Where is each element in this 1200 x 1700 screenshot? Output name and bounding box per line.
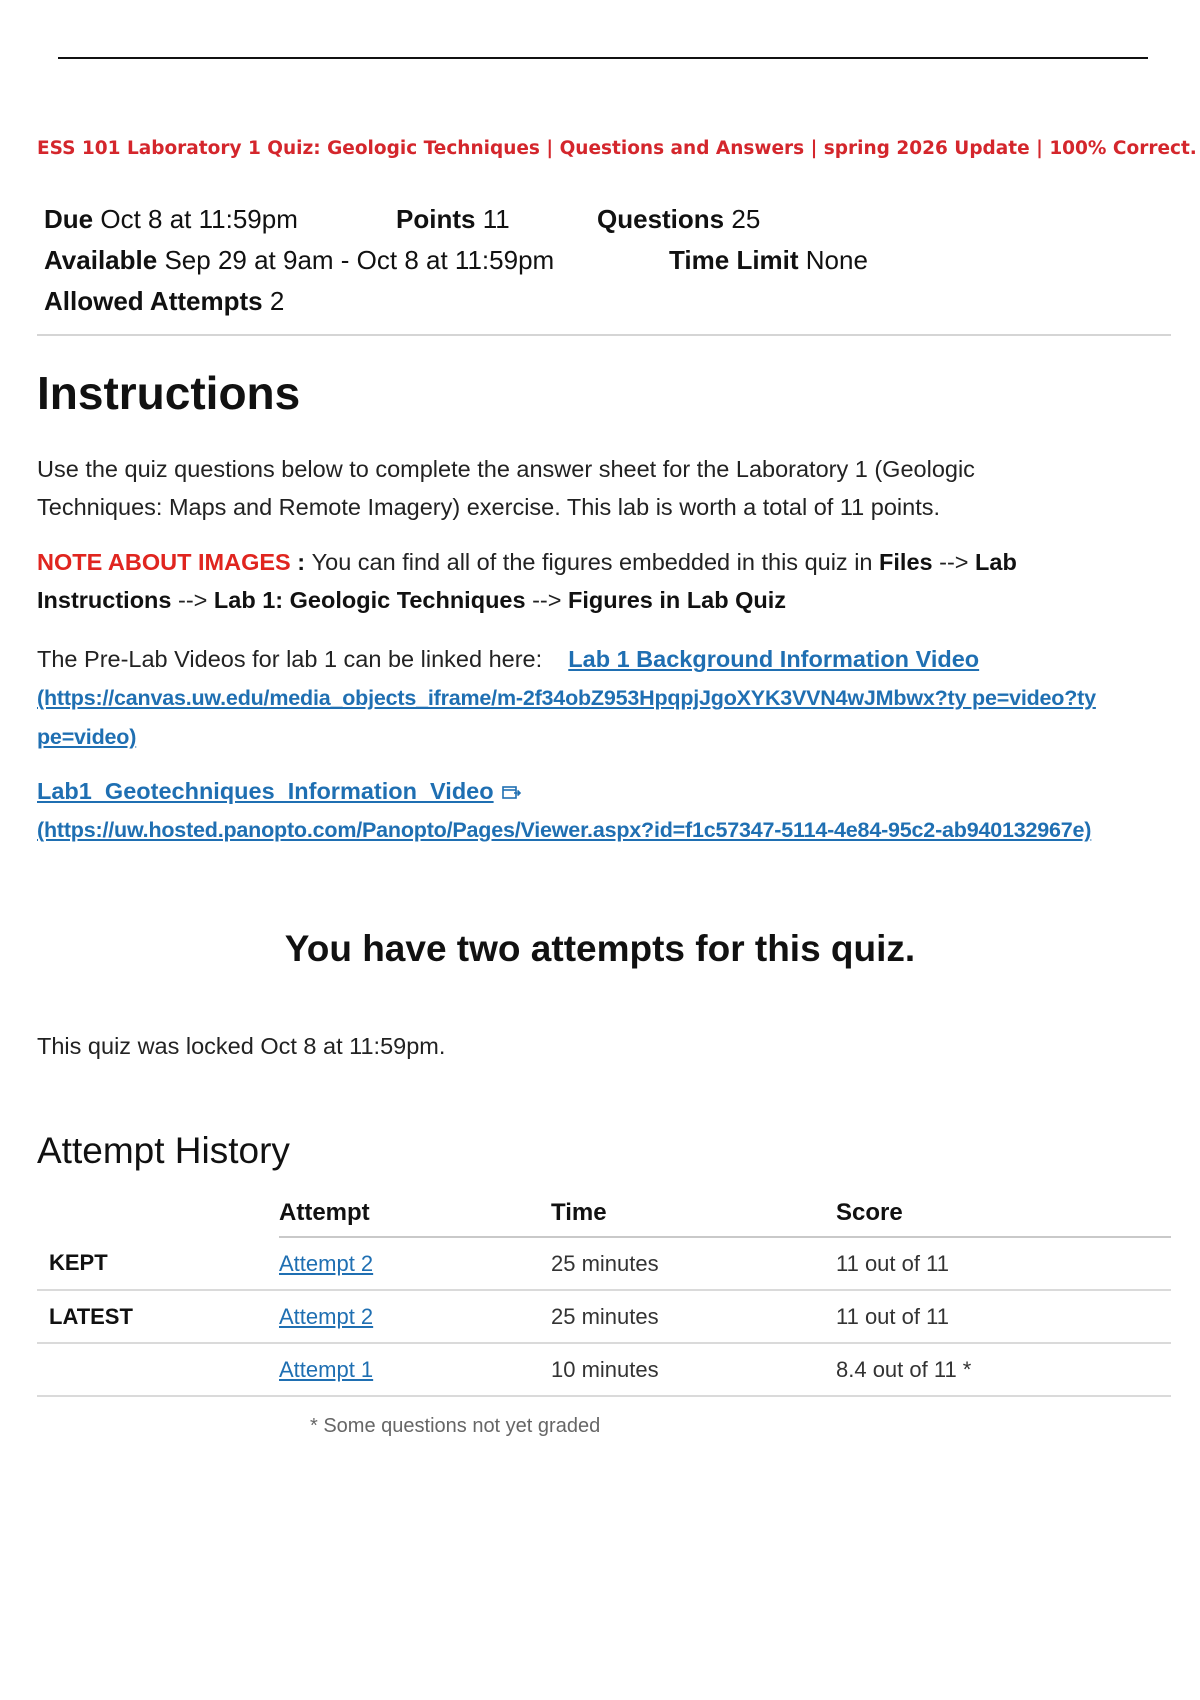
meta-available xyxy=(44,245,554,276)
attempt-link[interactable]: Attempt 1 xyxy=(279,1356,374,1382)
row-status-label: LATEST xyxy=(37,1290,279,1343)
table-row xyxy=(37,1237,1171,1290)
attempt-score: 11 out of 11 xyxy=(836,1237,1171,1290)
note-label: NOTE ABOUT IMAGES xyxy=(37,549,291,575)
available-label: Available xyxy=(44,245,158,275)
meta-questions xyxy=(597,204,760,235)
geotechniques-video-url-link[interactable]: (https://uw.hosted.panopto.com/Panopto/Pages/Viewer.aspx?id=f1c57347-5114-4e84-95c2-ab940132967e) xyxy=(37,818,1092,842)
time-limit-value: None xyxy=(805,245,868,275)
instructions-intro: Use the quiz questions below to complete the answer sheet for the Laboratory 1 (Geologic Techniques: Maps and Remote Imagery) exercise. This lab is worth a total of 11 points. xyxy=(37,456,975,520)
meta-time-limit xyxy=(669,245,868,276)
geotechniques-paragraph xyxy=(37,772,1171,849)
table-row xyxy=(37,1343,1171,1396)
questions-label: Questions xyxy=(597,204,725,234)
available-value: Sep 29 at 9am - Oct 8 at 11:59pm xyxy=(164,245,555,275)
attempt-time: 25 minutes xyxy=(551,1237,836,1290)
attempt-time: 25 minutes xyxy=(551,1290,836,1343)
column-header-attempt: Attempt xyxy=(279,1190,551,1237)
table-row xyxy=(37,1290,1171,1343)
meta-points xyxy=(396,204,510,235)
time-limit-label: Time Limit xyxy=(669,245,799,275)
allowed-attempts-value: 2 xyxy=(269,286,285,316)
due-value: Oct 8 at 11:59pm xyxy=(100,204,298,234)
top-rule xyxy=(58,57,1148,59)
column-header-time: Time xyxy=(551,1190,836,1237)
note-path-figures: Figures in Lab Quiz xyxy=(568,587,787,613)
row-status-label xyxy=(37,1343,279,1396)
note-text: You can find all of the figures embedded in this quiz in xyxy=(311,549,880,575)
attempt-score: 11 out of 11 xyxy=(836,1290,1171,1343)
points-label: Points xyxy=(396,204,476,234)
meta-divider xyxy=(37,334,1171,336)
attempt-time: 10 minutes xyxy=(551,1343,836,1396)
instructions-heading: Instructions xyxy=(37,367,301,419)
prelab-text: The Pre-Lab Videos for lab 1 can be linked here: xyxy=(37,646,543,672)
attempt-history-heading: Attempt History xyxy=(37,1130,290,1171)
grading-footnote: * Some questions not yet graded xyxy=(310,1415,601,1437)
attempt-link[interactable]: Attempt 2 xyxy=(279,1303,374,1329)
column-header-label xyxy=(37,1190,279,1237)
geotechniques-video-link[interactable]: Lab1_Geotechniques_Information_Video xyxy=(37,778,494,804)
attempts-notice: You have two attempts for this quiz. xyxy=(284,928,916,969)
table-header-row xyxy=(37,1190,1171,1237)
note-arrow: --> xyxy=(525,587,568,613)
meta-allowed-attempts xyxy=(44,286,284,317)
row-status-label: KEPT xyxy=(37,1237,279,1290)
attempt-score: 8.4 out of 11 * xyxy=(836,1343,1171,1396)
note-colon: : xyxy=(290,549,312,575)
note-path-lab-instructions: Lab Instructions xyxy=(37,549,1017,613)
questions-value: 25 xyxy=(731,204,761,234)
note-arrow: --> xyxy=(932,549,976,575)
quiz-locked-text: This quiz was locked Oct 8 at 11:59pm. xyxy=(37,1033,446,1059)
meta-due xyxy=(44,204,298,235)
document-title: ESS 101 Laboratory 1 Quiz: Geologic Techniques | Questions and Answers | spring 2026 Update | 100% Correct. xyxy=(37,138,1197,159)
note-path-files: Files xyxy=(879,549,933,575)
attempt-link[interactable]: Attempt 2 xyxy=(279,1250,374,1276)
background-video-url-link[interactable]: (https://canvas.uw.edu/media_objects_iframe/m-2f34obZ953HpqpjJgoXYK3VVN4wJMbwx?ty pe=video?ty pe=video) xyxy=(37,686,1096,749)
note-path-lab-1: Lab 1: Geologic Techniques xyxy=(213,587,526,613)
points-value: 11 xyxy=(482,204,510,234)
prelab-paragraph xyxy=(37,640,1171,756)
column-header-score: Score xyxy=(836,1190,1171,1237)
note-about-images xyxy=(37,543,1097,619)
external-link-icon[interactable] xyxy=(502,784,522,800)
background-video-link[interactable]: Lab 1 Background Information Video xyxy=(568,646,980,672)
note-arrow: --> xyxy=(171,587,214,613)
attempt-history-table xyxy=(37,1190,1171,1397)
allowed-attempts-label: Allowed Attempts xyxy=(44,286,263,316)
due-label: Due xyxy=(44,204,94,234)
